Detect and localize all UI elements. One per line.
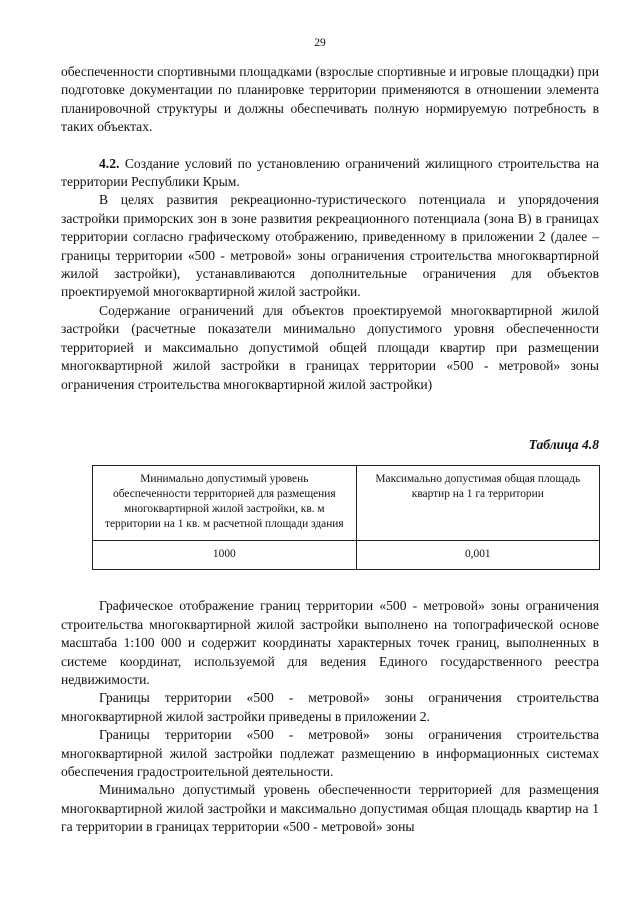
- page-number: 29: [314, 37, 326, 49]
- norms-table: [92, 465, 600, 570]
- paragraph-continuation: обеспеченности спортивными площадками (взрослые спортивные и игровые площадки) при подготовке документации по планировке территории применяются в отношении элемента планировочной структуры и должны обеспечивать полную нормируемую потребность в таких объектах.: [61, 64, 599, 135]
- table-cell: 1000: [93, 541, 357, 570]
- table-header-cell: Максимально допустимая общая площадь квартир на 1 га территории: [356, 466, 599, 541]
- page-content: [61, 63, 599, 837]
- section-number: 4.2.: [99, 155, 120, 171]
- table-row: [93, 541, 600, 570]
- paragraph: Графическое отображение границ территории «500 - метровой» зоны ограничения строительства многоквартирной жилой застройки выполнено на топографической основе масштаба 1:100 000 и содержит координаты характерных точек границ, выполненных в системе координат, используемой для ведения Единого государственного реестра недвижимости.: [61, 598, 599, 687]
- table-header-row: [93, 466, 600, 541]
- paragraph: Границы территории «500 - метровой» зоны ограничения строительства многоквартирной жилой застройки приведены в приложении 2.: [61, 690, 599, 724]
- paragraph: Минимально допустимый уровень обеспеченности территорией для размещения многоквартирной жилой застройки и максимально допустимая общая площадь квартир на 1 га территории в границах территории «500 - метровой» зоны: [61, 782, 599, 835]
- section-title: Создание условий по установлению ограничений жилищного строительства на территории Республики Крым.: [61, 155, 599, 190]
- section-heading: [61, 155, 599, 192]
- paragraph: Границы территории «500 - метровой» зоны ограничения строительства многоквартирной жилой застройки подлежат размещению в информационных системах обеспечения градостроительной деятельности.: [61, 727, 599, 779]
- table-cell: 0,001: [356, 541, 599, 570]
- table-header-cell: Минимально допустимый уровень обеспеченности территорией для размещения многоквартирной жилой застройки, кв. м территории на 1 кв. м расчетной площади здания: [93, 466, 357, 541]
- paragraph: В целях развития рекреационно-туристического потенциала и упорядочения застройки приморских зон в зоне развития рекреационного потенциала (зона В) в границах территории согласно графическому отображению, приведенному в приложении 2 (далее – границы территории «500 - метровой» зоны ограничения строительства многоквартирной жилой застройки), устанавливаются дополнительные ограничения для объектов проектируемой многоквартирной жилой застройки.: [61, 192, 599, 300]
- paragraph: Содержание ограничений для объектов проектируемой многоквартирной жилой застройки (расчетные показатели минимально допустимого уровня обеспеченности территорией и максимально допустимой общей площади квартир при размещении многоквартирной жилой застройки в границах территории «500 - метровой» зоны ограничения строительства многоквартирной жилой застройки): [61, 302, 599, 392]
- table-title: Таблица 4.8: [528, 436, 599, 452]
